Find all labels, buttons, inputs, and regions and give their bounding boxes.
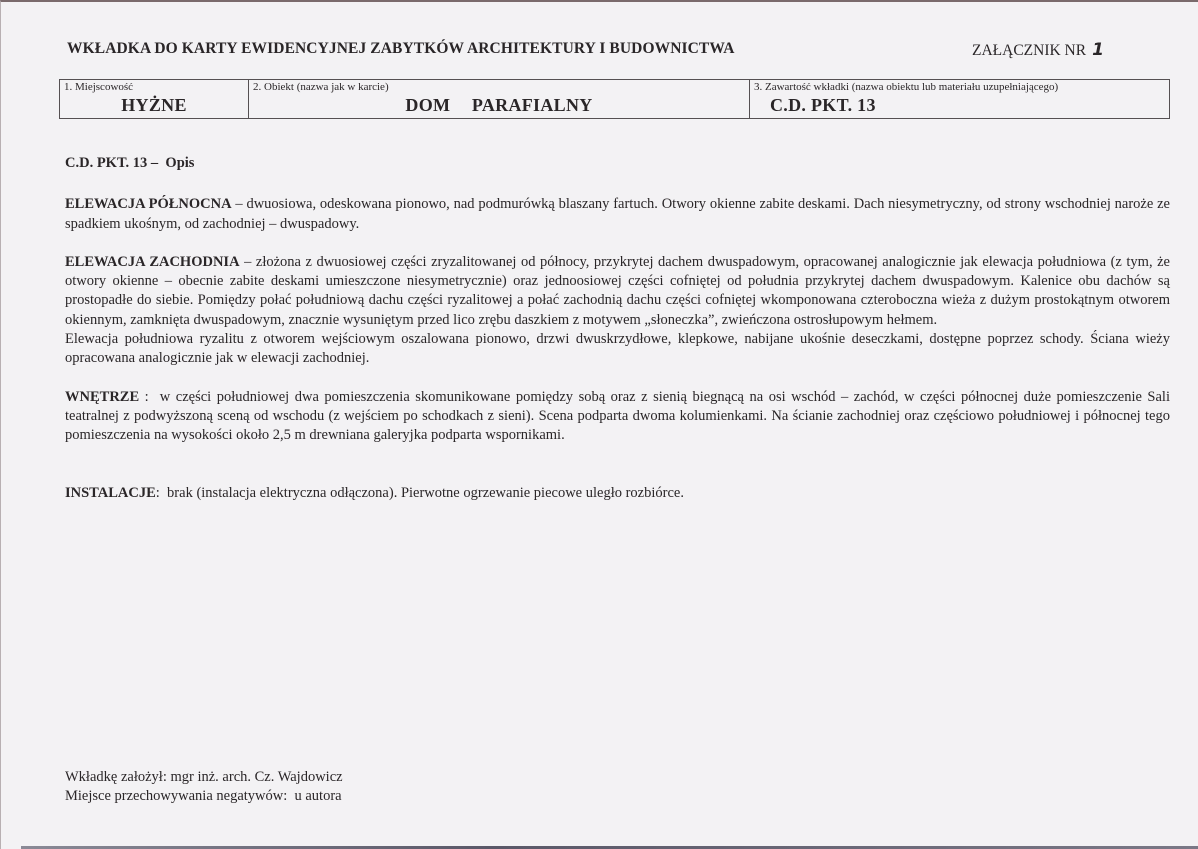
paragraph-lead: WNĘTRZE <box>65 388 140 405</box>
negatives-location-line: Miejsce przechowywania negatywów: u autora <box>65 788 342 804</box>
annex-label <box>972 40 1104 60</box>
paragraph-text: – dwuosiowa, odeskowana pionowo, nad podmurówką blaszany fartuch. Otwory okienne zabite deskami. Dach niesymetryczny, od strony wschodniej naroże ze spadkiem ukośnym, od zachodniej – dwuspadowy. <box>65 196 1170 232</box>
paragraph-installations <box>65 484 1170 503</box>
info-cell-value: C.D. PKT. 13 <box>770 95 876 115</box>
info-cell-object <box>248 80 749 118</box>
document-content <box>65 154 1174 522</box>
paragraph-lead: ELEWACJA PÓŁNOCNA <box>65 196 232 213</box>
info-cell-locality <box>60 80 248 118</box>
paragraph-south-elevation-risalit: Elewacja południowa ryzalitu z otworem wejściowym oszalowana pionowo, drzwi dwuskrzydłowe, klepkowe, nabijane ukośnie deseczkami, dostępne poprzez schody. Ściana wieży opracowana analogicznie jak w elewacji zachodniej. <box>65 331 1170 367</box>
info-cell-label: 3. Zawartość wkładki (nazwa obiektu lub materiału uzupełniającego) <box>754 81 1059 93</box>
document-title: WKŁADKA DO KARTY EWIDENCYJNEJ ZABYTKÓW ARCHITEKTURY I BUDOWNICTWA <box>67 40 735 57</box>
info-cell-label: 1. Miejscowość <box>64 81 134 93</box>
paragraph-interior <box>65 388 1174 446</box>
annex-label-text: ZAŁĄCZNIK NR <box>972 42 1087 59</box>
info-cell-label: 2. Obiekt (nazwa jak w karcie) <box>253 81 389 93</box>
info-cell-value: DOM PARAFIALNY <box>405 95 593 115</box>
author-line: Wkładkę założył: mgr inż. arch. Cz. Wajdowicz <box>65 769 343 785</box>
paragraph-north-elevation <box>65 195 1170 234</box>
document-footer <box>65 768 343 806</box>
info-cell-value: HYŻNE <box>121 95 187 115</box>
info-cell-contents <box>749 80 1169 118</box>
paragraph-west-elevation <box>65 253 1170 330</box>
section-heading: C.D. PKT. 13 – Opis <box>65 155 195 171</box>
spacer <box>65 465 1170 484</box>
paragraph-text: – złożona z dwuosiowej części zryzalitowanej od północy, przykrytej dachem dwuspadowym, opracowanej analogicznie jak elewacja południowa (z tym, że otwory okienne – obecnie zabite deskami umieszczone niesymetrycznie) oraz jednoosiowej części cofniętej od południa przykrytej dachem dwuspadowym. Kalenice obu dachów są prostopadłe do siebie. Pomiędzy połać południową dachu części ryzalitowej a połać zachodnią dachu części cofniętej wkomponowana czteroboczna wieża z dużym prostokątnym otworem okiennym, zamknięta dwuspadowym, znacznie wysuniętym przed lico zrębu daszkiem z motywem „słoneczka”, zwieńczona ostrosłupowym hełmem. <box>65 253 1170 328</box>
paragraph-lead: INSTALACJE <box>65 484 156 501</box>
paragraph-text: : brak (instalacja elektryczna odłączona). Pierwotne ogrzewanie piecowe uległo rozbiórce. <box>155 484 684 501</box>
paragraph-lead: ELEWACJA ZACHODNIA <box>65 253 240 270</box>
paragraph-text: : w części południowej dwa pomieszczenia skomunikowane pomiędzy sobą oraz z sienią biegnącą na osi wschód – zachód, w części północnej duże pomieszczenie Sali teatralnej z podwyższoną sceną od wschodu (z wejściem po schodkach z sieni). Scena podparta dwoma kolumienkami. Na ścianie zachodniej oraz częściowo południowej i północnej tego pomieszczenia na wysokości około 2,5 m drewniana galeryjka podparta wspornikami. <box>65 388 1174 444</box>
info-table <box>59 79 1170 119</box>
annex-number: 1 <box>1092 40 1104 60</box>
